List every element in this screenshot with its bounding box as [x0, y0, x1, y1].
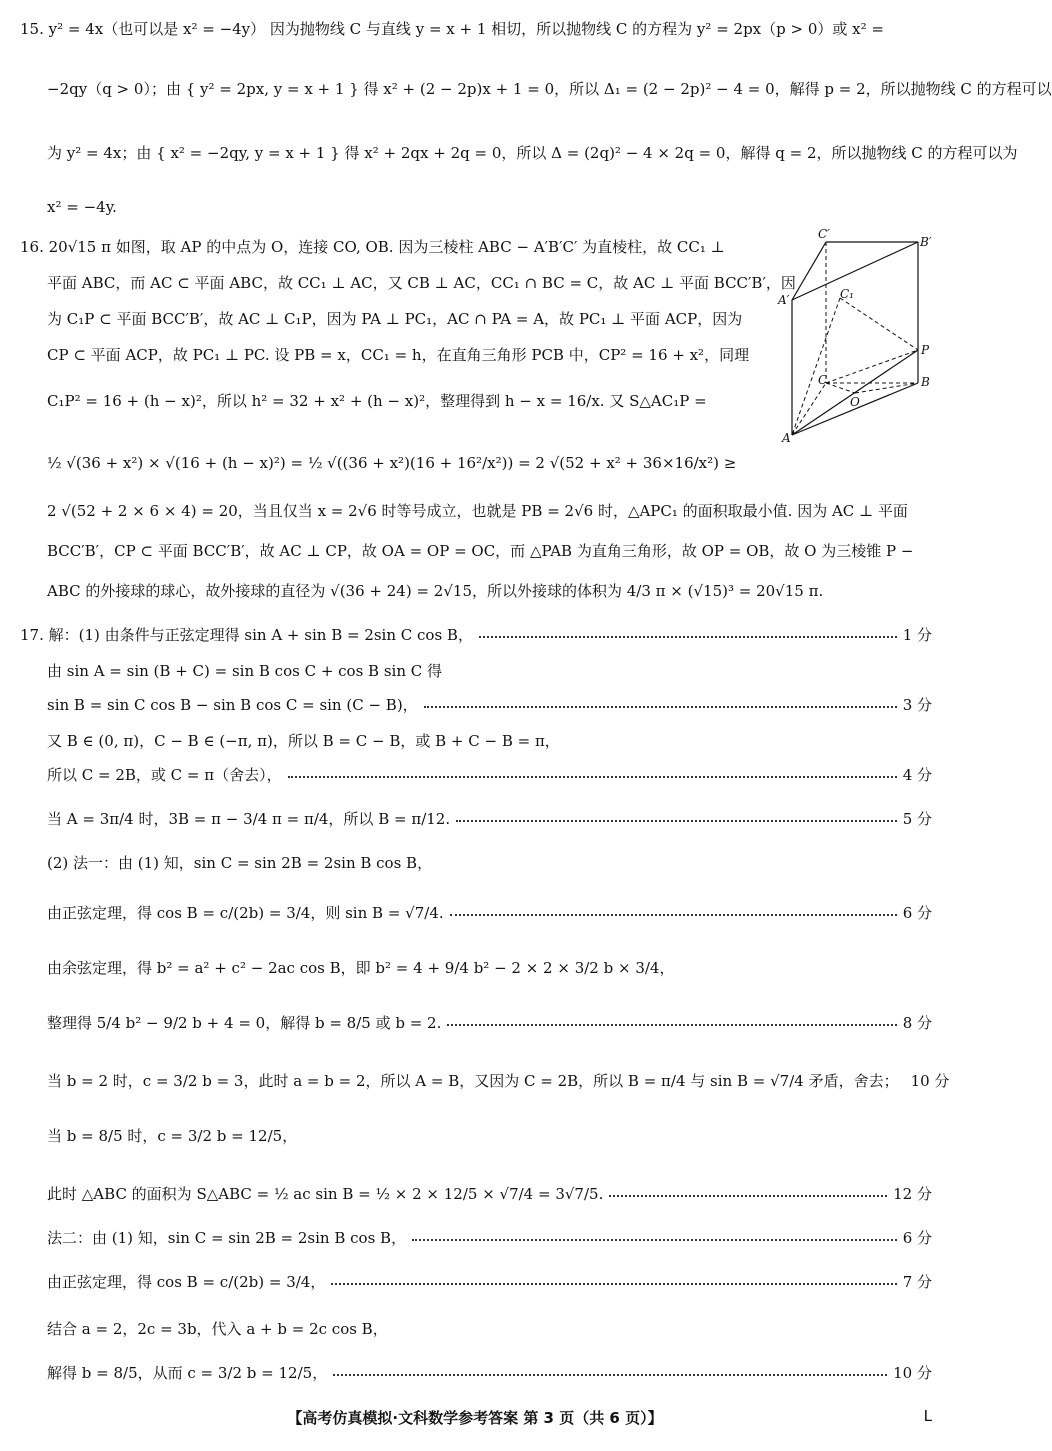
p17-row: 整理得 5/4 b² − 9/2 b + 4 = 0，解得 b = 8/5 或 b = 2. 8 分: [47, 1014, 932, 1032]
p16-line-1: 16. 20√15 π 如图，取 AP 的中点为 O，连接 CO, OB. 因为三棱柱 ABC − A′B′C′ 为直棱柱，故 CC₁ ⊥: [20, 238, 725, 256]
label-p: P: [921, 343, 930, 357]
p16-line-9: ABC 的外接球的球心，故外接球的直径为 √(36 + 24) = 2√15，所以外接球的体积为 4/3 π × (√15)³ = 20√15 π.: [47, 582, 824, 600]
p16-line-7: 2 √(52 + 2 × 6 × 4) = 20，当且仅当 x = 2√6 时等号成立，也就是 PB = 2√6 时，△APC₁ 的面积取最小值. 因为 AC ⊥ 平面: [47, 502, 908, 520]
edge-c-o: [826, 383, 855, 393]
p17-row: sin B = sin C cos B − sin B cos C = sin (C − B)， 3 分: [47, 696, 932, 714]
p15-line-4: x² = −4y.: [47, 198, 117, 216]
p17-row: 由正弦定理，得 cos B = c/(2b) = 3/4，则 sin B = √7/4. 6 分: [47, 904, 932, 922]
edge-cprime-aprime: [792, 242, 826, 300]
edge-a-c: [792, 383, 826, 435]
label-aprime: A′: [778, 293, 790, 307]
label-bprime: B′: [920, 235, 932, 249]
p17-row: 结合 a = 2，2c = 3b，代入 a + b = 2c cos B，: [47, 1320, 388, 1338]
edge-c1-p: [840, 298, 918, 350]
p17-row: 解得 b = 8/5，从而 c = 3/2 b = 12/5， 10 分: [47, 1364, 932, 1382]
p17-row: 此时 △ABC 的面积为 S△ABC = ½ ac sin B = ½ × 2 × 12/5 × √7/4 = 3√7/5. 12 分: [47, 1185, 932, 1203]
label-o: O: [850, 395, 860, 409]
p17-row: 由余弦定理，得 b² = a² + c² − 2ac cos B，即 b² = 4 + 9/4 b² − 2 × 2 × 3/2 b × 3/4，: [47, 959, 675, 977]
p17-row: 17. 解：(1) 由条件与正弦定理得 sin A + sin B = 2sin C cos B， 1 分: [20, 626, 932, 644]
p17-row: 由 sin A = sin (B + C) = sin B cos C + cos B sin C 得: [47, 662, 443, 680]
edge-a-b: [792, 383, 918, 435]
p17-row: 当 b = 2 时，c = 3/2 b = 3，此时 a = b = 2，所以 A = B，又因为 C = 2B，所以 B = π/4 与 sin B = √7/4 矛盾，舍去； 10 分: [47, 1072, 950, 1090]
label-a: A: [782, 431, 791, 445]
label-b: B: [921, 375, 930, 389]
edge-aprime-bprime: [792, 242, 918, 300]
p17-row: (2) 法一：由 (1) 知，sin C = sin 2B = 2sin B cos B，: [47, 854, 433, 872]
edge-c-p: [826, 350, 918, 383]
footer-mark: L: [923, 1407, 932, 1425]
page-footer: 【高考仿真模拟·文科数学参考答案 第 3 页（共 6 页）】: [287, 1409, 663, 1427]
p16-line-4: CP ⊂ 平面 ACP，故 PC₁ ⊥ PC. 设 PB = x，CC₁ = h，在直角三角形 PCB 中，CP² = 16 + x²，同理: [47, 346, 750, 364]
label-c1: C₁: [840, 287, 854, 301]
label-c: C: [818, 373, 828, 387]
p15-line-1: 15. y² = 4x（也可以是 x² = −4y） 因为抛物线 C 与直线 y = x + 1 相切，所以抛物线 C 的方程为 y² = 2px（p > 0）或 x² =: [20, 20, 884, 38]
p17-row: 所以 C = 2B，或 C = π（舍去）， 4 分: [47, 766, 932, 784]
edge-c1-a: [792, 298, 840, 435]
p16-line-8: BCC′B′，CP ⊂ 平面 BCC′B′，故 AC ⊥ CP，故 OA = OP = OC，而 △PAB 为直角三角形，故 OP = OB，故 O 为三棱锥 P −: [47, 542, 914, 560]
edge-o-b: [855, 383, 918, 393]
p16-line-6: ½ √(36 + x²) × √(16 + (h − x)²) = ½ √((36 + x²)(16 + 16²/x²)) = 2 √(52 + x² + 36×16/x²) ≥: [47, 454, 737, 472]
p16-line-3: 为 C₁P ⊂ 平面 BCC′B′，故 AC ⊥ C₁P，因为 PA ⊥ PC₁，AC ∩ PA = A，故 PC₁ ⊥ 平面 ACP，因为: [47, 310, 743, 328]
p17-row: 当 A = 3π/4 时，3B = π − 3/4 π = π/4，所以 B = π/12. 5 分: [47, 810, 932, 828]
p17-row: 法二：由 (1) 知，sin C = sin 2B = 2sin B cos B， 6 分: [47, 1229, 932, 1247]
p15-line-2: −2qy（q > 0）；由 { y² = 2px, y = x + 1 } 得 x² + (2 − 2p)x + 1 = 0，所以 Δ₁ = (2 − 2p)² − 4 = 0，解得 p = 2，所以抛物线 C 的方程可以: [47, 80, 1052, 98]
prism-figure: [778, 228, 938, 448]
p17-row: 当 b = 8/5 时，c = 3/2 b = 12/5，: [47, 1127, 298, 1145]
p17-row: 又 B ∈ (0, π)，C − B ∈ (−π, π)，所以 B = C − B，或 B + C − B = π，: [47, 732, 560, 750]
p16-line-5: C₁P² = 16 + (h − x)²，所以 h² = 32 + x² + (h − x)²，整理得到 h − x = 16/x. 又 S△AC₁P =: [47, 392, 707, 410]
p16-line-2: 平面 ABC，而 AC ⊂ 平面 ABC，故 CC₁ ⊥ AC，又 CB ⊥ AC，CC₁ ∩ BC = C，故 AC ⊥ 平面 BCC′B′，因: [47, 274, 796, 292]
label-cprime: C′: [818, 227, 830, 241]
p17-row: 由正弦定理，得 cos B = c/(2b) = 3/4， 7 分: [47, 1273, 932, 1291]
p15-line-3: 为 y² = 4x；由 { x² = −2qy, y = x + 1 } 得 x² + 2qx + 2q = 0，所以 Δ = (2q)² − 4 × 2q = 0，解得 q = 2，所以抛物线 C 的方程可以为: [47, 144, 1018, 162]
